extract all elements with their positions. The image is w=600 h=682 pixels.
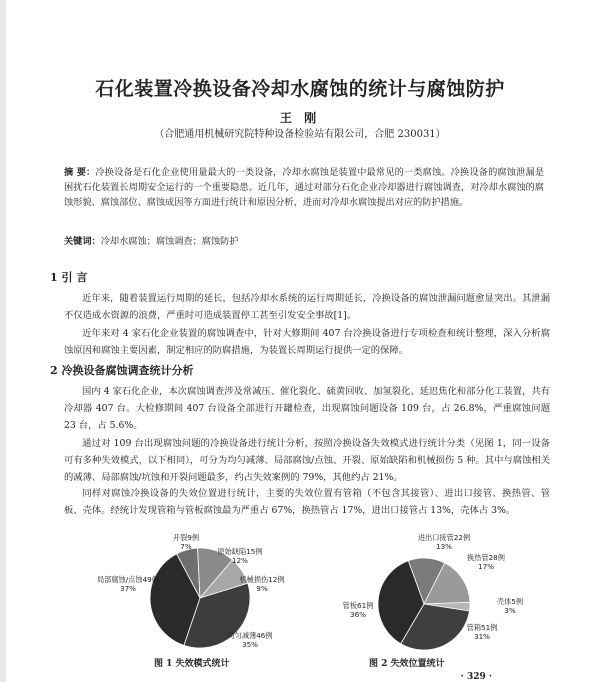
fig1-pct-1: 12% [232, 556, 248, 565]
figure-2-pie-chart [312, 532, 547, 652]
fig2-pct-4: 36% [350, 610, 366, 619]
figure-1-caption: 图 1 失效模式统计 [154, 659, 230, 669]
scan-edge [0, 0, 6, 682]
section-heading-intro: 1 引 言 [50, 271, 88, 284]
fig2-pct-1: 17% [478, 562, 494, 571]
intro-paragraph-1: 近年来，随着装置运行周期的延长，包括冷却水系统的运行周期延长，冷换设备的腐蚀泄漏问题愈显突出。其泄漏不仅造成水资源的浪费，严重时可造成装置停工甚至引发安全事故[1]。 [64, 293, 550, 321]
page-number: · 329 · [460, 672, 492, 682]
fig1-label-4: 局部腐蚀/点蚀49例 [97, 575, 159, 584]
keywords-label: 关键词： [64, 236, 101, 247]
fig2-pct-2: 3% [504, 606, 516, 615]
fig2-label-4: 管板61例 [342, 601, 374, 610]
fig2-label-1: 换热管28例 [467, 553, 505, 562]
fig1-label-1: 原始缺陷15例 [217, 547, 263, 556]
figure-2-caption: 图 2 失效位置统计 [369, 659, 445, 669]
keywords-text: 冷却水腐蚀；腐蚀调查；腐蚀防护 [100, 236, 239, 247]
fig1-label-0: 开裂9例 [172, 533, 200, 542]
stats-paragraph-2: 通过对 109 台出现腐蚀问题的冷换设备进行统计分析，按照冷换设备失效模式进行统计分类（见图 1，同一设备可有多种失效模式，以下相同），可分为均匀减薄、局部腐蚀/点蚀、开裂、原始缺陷和机械损伤 5 种。其中与腐蚀相关的减薄、局部腐蚀/坑蚀和开裂问题最多，约占失效案例的 79%，其他约占 21%。 [64, 438, 550, 483]
abstract [64, 165, 544, 210]
fig1-pct-4: 37% [120, 584, 136, 593]
stats-paragraph-3: 同样对腐蚀冷换设备的失效位置进行统计，主要的失效位置有管箱（不包含其接管）、进出口接管、换热管、管板、壳体。经统计发现管箱与管板腐蚀最为严重占 67%，换热管占 17%，进出口接管占 13%，壳体占 3%。 [64, 488, 550, 516]
fig1-pct-3: 35% [242, 640, 258, 649]
abstract-label: 摘 要： [64, 167, 96, 178]
paper-title: 石化装置冷换设备冷却水腐蚀的统计与腐蚀防护 [95, 78, 505, 100]
fig2-label-2: 壳体5例 [496, 597, 524, 606]
fig2-label-0: 进出口接管22例 [417, 533, 471, 542]
fig2-pct-0: 13% [436, 542, 452, 551]
author-name: 王 刚 [279, 111, 321, 125]
fig1-label-2: 机械损伤12例 [239, 575, 285, 584]
author-affiliation: （合肥通用机械研究院特种设备检验站有限公司，合肥 230031） [154, 129, 446, 140]
fig1-label-3: 均匀减薄46例 [227, 631, 273, 640]
fig1-pct-0: 7% [180, 542, 192, 551]
intro-paragraph-2: 近年来对 4 家石化企业装置的腐蚀调查中，针对大修期间 407 台冷换设备进行专项检查和统计整理，深入分析腐蚀原因和腐蚀主要因素，制定相应的防腐措施，为装置长周期运行提供一定的保障。 [64, 328, 550, 356]
keywords [64, 233, 544, 247]
stats-paragraph-1: 国内 4 家石化企业，本次腐蚀调查涉及常减压、催化裂化、硫黄回收、加氢裂化、延迟焦化和部分化工装置，共有冷却器 407 台。大检修期间 407 台设备全部进行开罐检查，出现腐蚀问题设备 109 台，占 26.8%，严重腐蚀问题 23 台，占 5.6%。 [64, 386, 550, 431]
fig1-pct-2: 9% [256, 584, 268, 593]
section-heading-statistics: 2 冷换设备腐蚀调查统计分析 [50, 364, 194, 377]
abstract-text: 冷换设备是石化企业使用量最大的一类设备，冷却水腐蚀是装置中最常见的一类腐蚀。冷换设备的腐蚀泄漏是困扰石化装置长周期安全运行的一个重要隐患。近几年，通过对部分石化企业冷却器进行腐蚀调查，对冷却水腐蚀的腐蚀形貌、腐蚀部位、腐蚀成因等方面进行统计和原因分析，进而对冷却水腐蚀提出对应的防护措施。 [64, 167, 545, 208]
figure-1-pie-chart [90, 532, 305, 652]
fig2-pct-3: 31% [474, 632, 490, 641]
fig2-label-3: 管箱51例 [466, 623, 498, 632]
